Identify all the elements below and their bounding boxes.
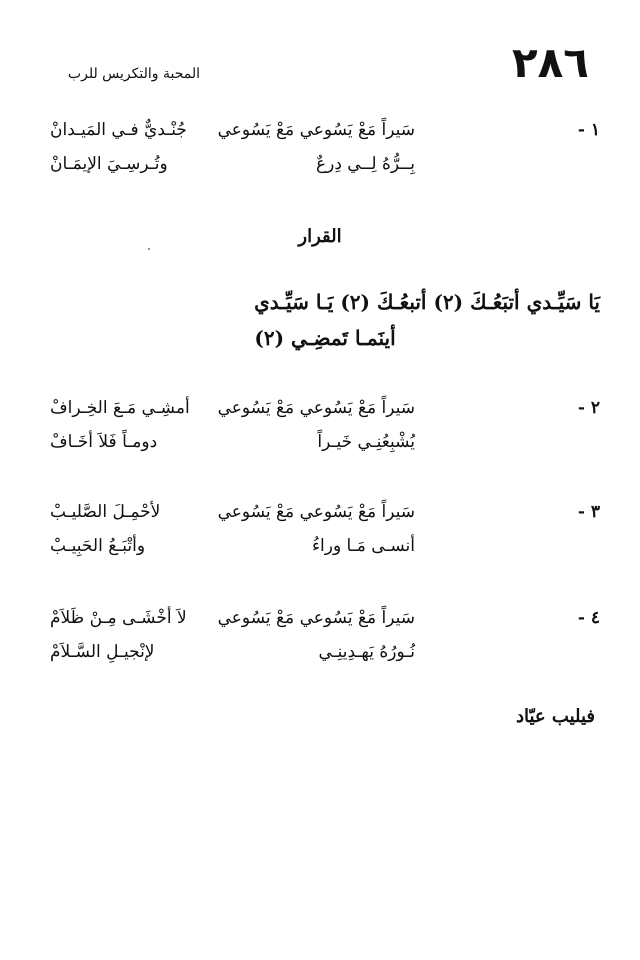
verse-line [40, 608, 600, 642]
author-name: فيليب عيّاد [515, 706, 595, 727]
verse-line [40, 502, 600, 536]
verse-hemistich-right: سَيراً مَعْ يَسُوعي مَعْ يَسُوعي [217, 398, 415, 418]
chorus-title: القرار [298, 226, 342, 247]
verse-4 [40, 608, 600, 676]
verse-hemistich-left: دومـاً فَلاَ أخَـافْ [50, 432, 158, 452]
page-header [0, 38, 640, 98]
verse-line [40, 432, 600, 466]
stray-dot [148, 248, 150, 250]
verse-line [40, 154, 600, 188]
chorus-line-2: أينَمـا تَمضِـي (٢) [254, 326, 396, 350]
chorus [50, 290, 600, 362]
verse-line [40, 642, 600, 676]
verse-hemistich-right: أنسـى مَـا وراءُ [312, 536, 415, 556]
verse-hemistich-left: وتُـرسِـيَ الإيمَـانْ [50, 154, 168, 174]
verse-number: ٣ - [577, 502, 600, 522]
verse-hemistich-right: بِــرُّهُ لِــي دِرعٌ [315, 154, 415, 174]
verse-hemistich-right: سَيراً مَعْ يَسُوعي مَعْ يَسُوعي [217, 120, 415, 140]
chorus-line-1: يَا سَيِّـدي أتبَعُـكَ (٢) أتبعُـكَ (٢) يَـا سَيِّـدي [254, 290, 600, 314]
book-title: المحبة والتكريس للرب [67, 66, 200, 82]
verse-line [40, 398, 600, 432]
verse-3 [40, 502, 600, 570]
verse-hemistich-left: لإنْجيـلِ السَّـلاَمْ [50, 642, 155, 662]
verse-number: ٤ - [577, 608, 600, 628]
verse-hemistich-left: لاَ أخْشَـى مِـنْ ظَلاَمْ [50, 608, 187, 628]
verse-hemistich-left: لأحْمِـلَ الصَّليـبْ [50, 502, 161, 522]
verse-number: ١ - [577, 120, 600, 140]
verse-hemistich-right: نُـورُهُ يَهـدِينِـي [318, 642, 415, 662]
verse-2 [40, 398, 600, 466]
verse-hemistich-left: وأتْبَـعُ الحَبِيـبْ [50, 536, 146, 556]
page-number: ٢٨٦ [512, 38, 589, 87]
verse-hemistich-right: يُشْبِعُنِـي خَيـراً [317, 432, 415, 452]
verse-hemistich-left: أمشِـي مَـعَ الخِـرافْ [50, 398, 190, 418]
verse-hemistich-right: سَيراً مَعْ يَسُوعي مَعْ يَسُوعي [217, 502, 415, 522]
verse-hemistich-left: جُنْـديٌّ فـي المَيـدانْ [50, 120, 187, 140]
verse-line [40, 120, 600, 154]
verse-hemistich-right: سَيراً مَعْ يَسُوعي مَعْ يَسُوعي [217, 608, 415, 628]
verse-number: ٢ - [577, 398, 600, 418]
verse-1 [40, 120, 600, 188]
verse-line [40, 536, 600, 570]
